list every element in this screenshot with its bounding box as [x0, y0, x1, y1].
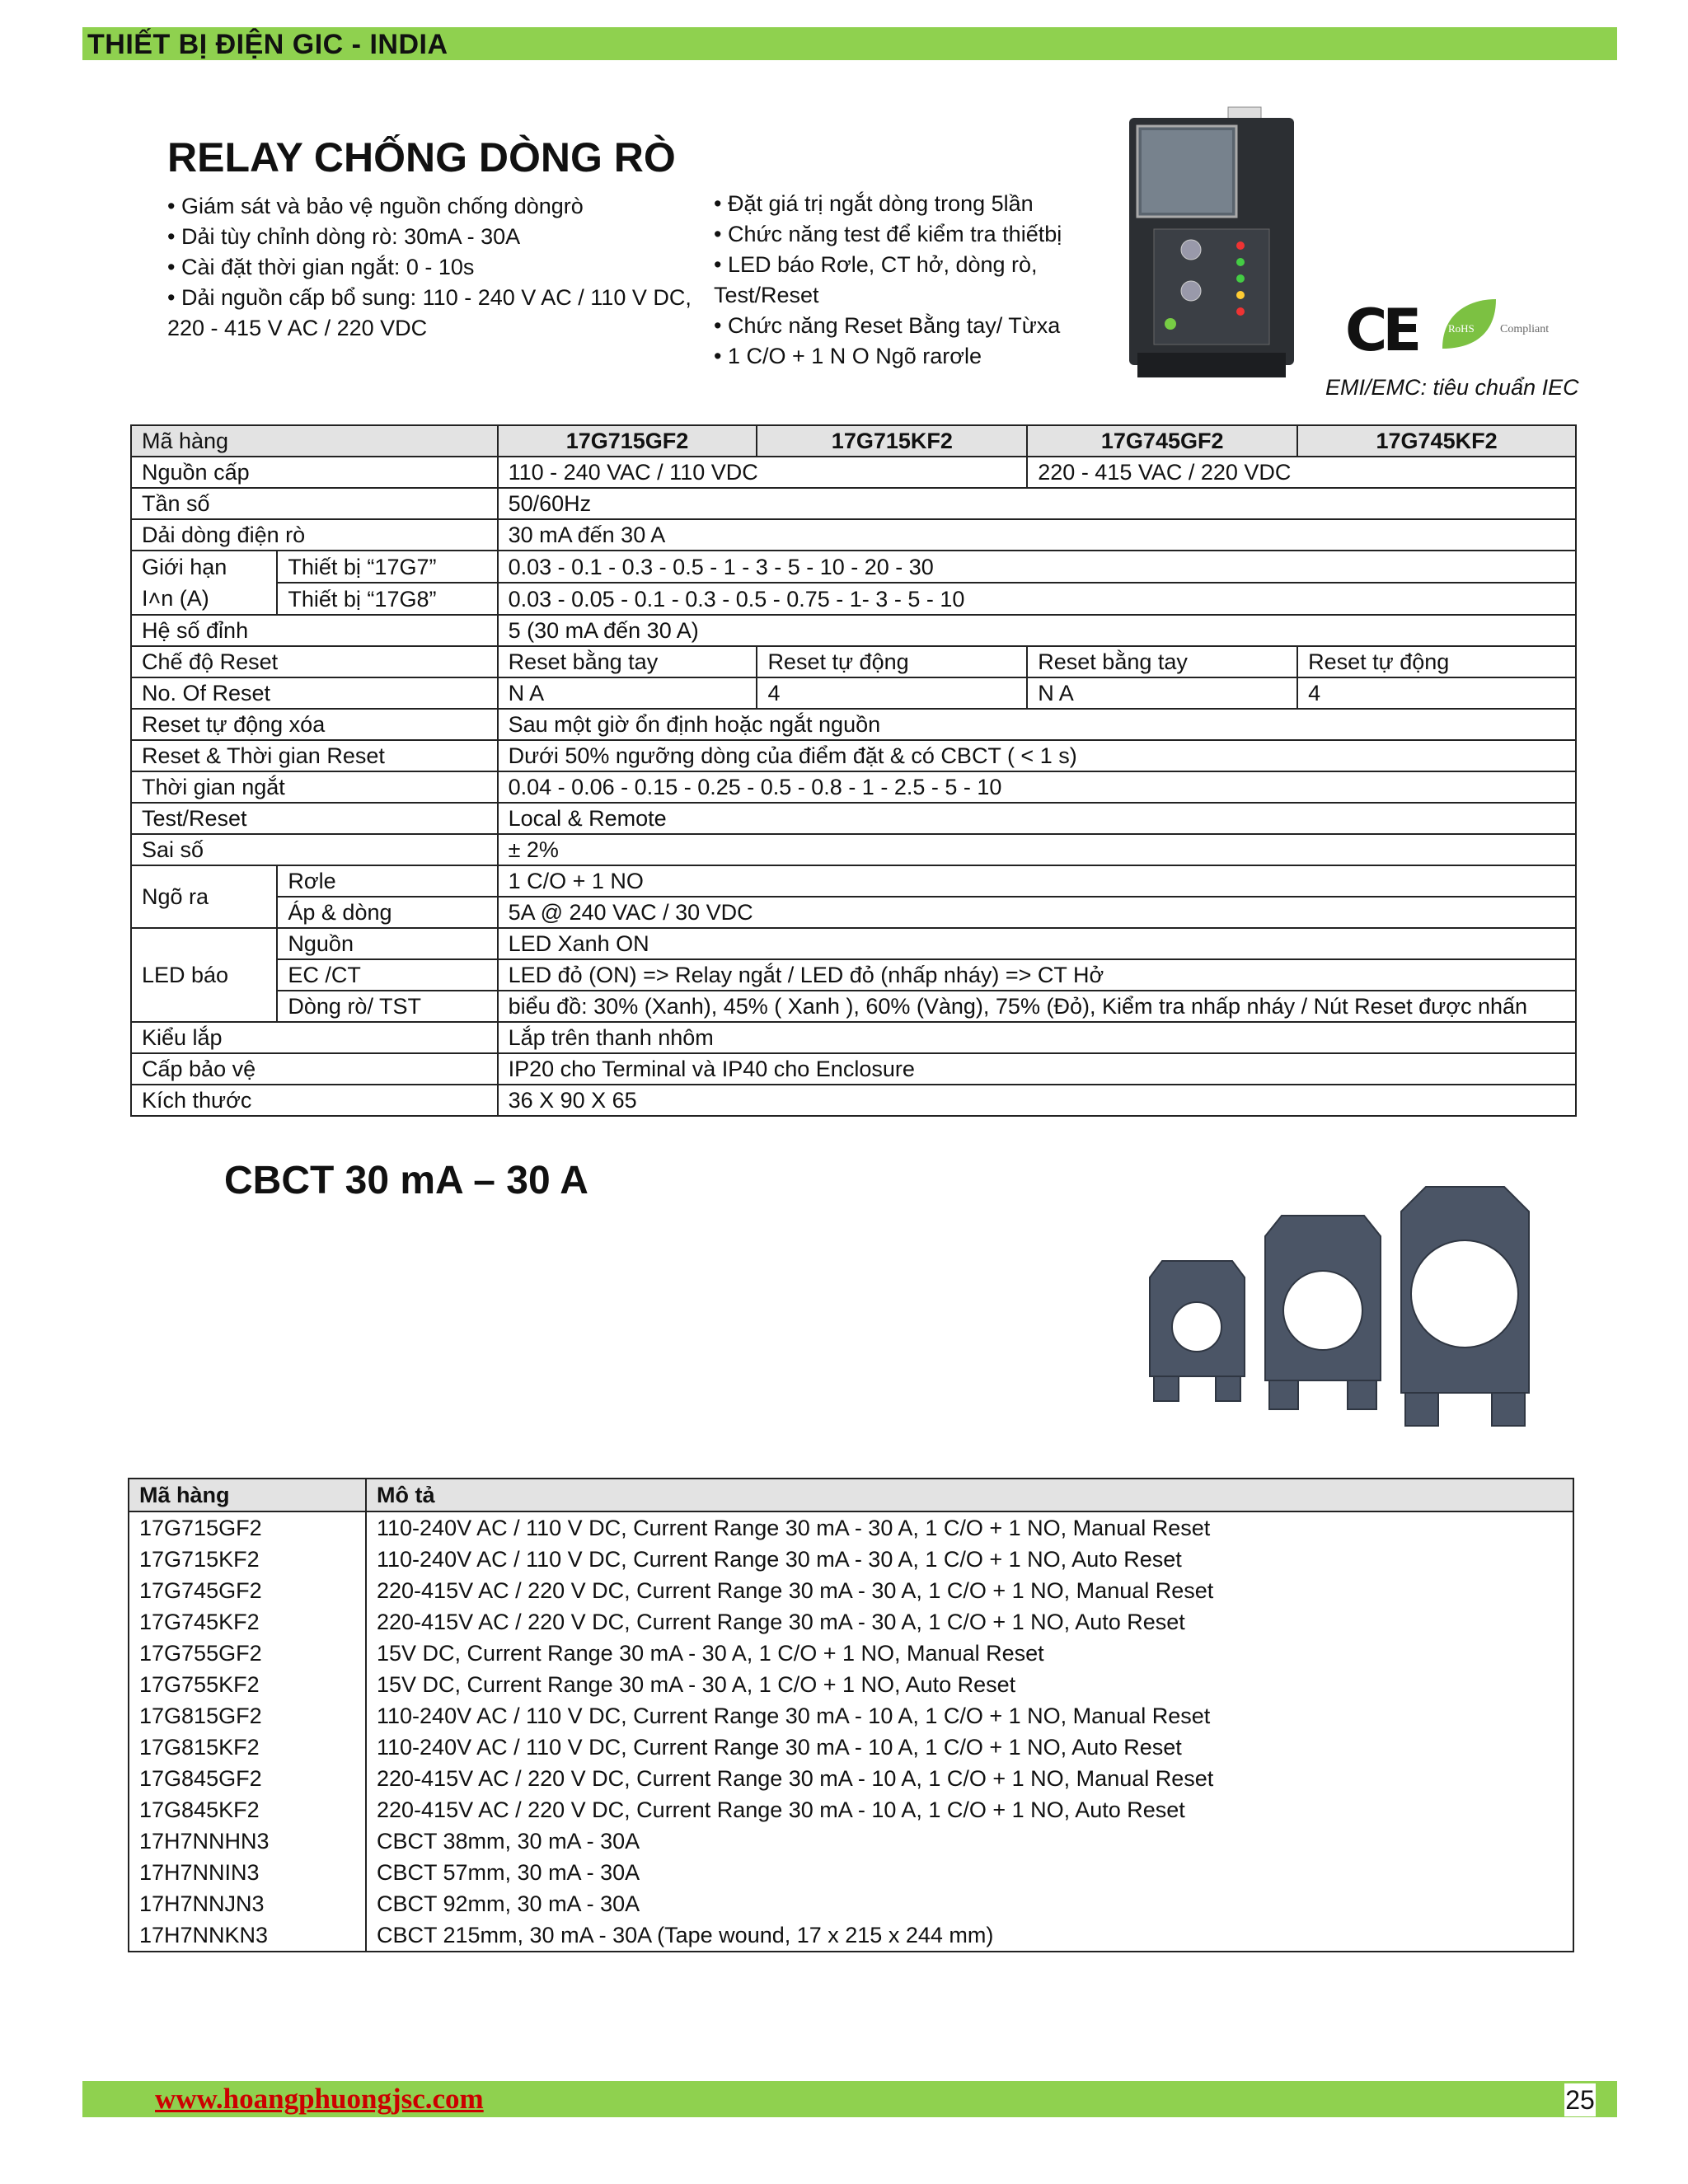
- relay-spec-table: [130, 424, 1577, 1117]
- svg-text:RoHS: RoHS: [1448, 322, 1475, 335]
- header-cell: 17G745GF2: [1027, 425, 1297, 457]
- website-link[interactable]: www.hoangphuongjsc.com: [155, 2083, 484, 2115]
- relay-features-left: [167, 191, 703, 344]
- row-value: 0.03 - 0.05 - 0.1 - 0.3 - 0.5 - 0.75 - 1- 3 - 5 - 10: [498, 583, 1576, 615]
- table-row: [131, 928, 1576, 959]
- row-value: Reset bằng tay: [1027, 646, 1297, 677]
- relay-device-image: [1121, 105, 1306, 386]
- row-label: No. Of Reset: [131, 677, 498, 709]
- table-row: [131, 959, 1576, 991]
- row-sublabel: Áp & dòng: [277, 897, 497, 928]
- table-row: [129, 1888, 1573, 1919]
- table-row: [129, 1638, 1573, 1669]
- row-label: Cấp bảo vệ: [131, 1053, 498, 1085]
- cbct-title: CBCT 30 mA – 30 A: [224, 1159, 588, 1202]
- table-row: [131, 1085, 1576, 1116]
- row-label: Sai số: [131, 834, 498, 865]
- row-value: 5 (30 mA đến 30 A): [498, 615, 1576, 646]
- row-label: Test/Reset: [131, 803, 498, 834]
- description-cell: 110-240V AC / 110 V DC, Current Range 30 mA - 30 A, 1 C/O + 1 NO, Manual Reset: [377, 1516, 1211, 1540]
- table-row: [131, 1022, 1576, 1053]
- table-row: [129, 1794, 1573, 1825]
- description-cell: 110-240V AC / 110 V DC, Current Range 30 mA - 30 A, 1 C/O + 1 NO, Auto Reset: [377, 1547, 1182, 1572]
- table-row: [129, 1857, 1573, 1888]
- code-cell: 17G755GF2: [129, 1638, 366, 1669]
- header-title: THIẾT BỊ ĐIỆN GIC - INDIA: [87, 29, 448, 60]
- description-cell: CBCT 57mm, 30 mA - 30A: [377, 1860, 640, 1885]
- cbct-image: [1142, 1179, 1554, 1459]
- description-cell: 220-415V AC / 220 V DC, Current Range 30 mA - 10 A, 1 C/O + 1 NO, Manual Reset: [377, 1766, 1214, 1791]
- table-row: [129, 1763, 1573, 1794]
- relay-title: RELAY CHỐNG DÒNG RÒ: [167, 134, 676, 180]
- header-cell: 17G715GF2: [498, 425, 757, 457]
- emi-note: EMI/EMC: tiêu chuẩn IEC: [1325, 375, 1579, 400]
- row-label: Reset & Thời gian Reset: [131, 740, 498, 771]
- code-cell: 17G815KF2: [129, 1732, 366, 1763]
- code-cell: 17H7NNKN3: [129, 1919, 366, 1952]
- table-row: [129, 1544, 1573, 1575]
- table-row: [129, 1606, 1573, 1638]
- row-sublabel: EC /CT: [277, 959, 497, 991]
- row-value: LED Xanh ON: [498, 928, 1576, 959]
- row-value: 220 - 415 VAC / 220 VDC: [1027, 457, 1576, 488]
- feature-item: • Dải tùy chỉnh dòng rò: 30mA - 30A: [167, 224, 521, 249]
- description-cell: 15V DC, Current Range 30 mA - 30 A, 1 C/O + 1 NO, Manual Reset: [377, 1641, 1044, 1666]
- row-value: 36 X 90 X 65: [498, 1085, 1576, 1116]
- code-cell: 17G845GF2: [129, 1763, 366, 1794]
- code-cell: 17G745KF2: [129, 1606, 366, 1638]
- description-cell: CBCT 92mm, 30 mA - 30A: [377, 1891, 640, 1916]
- description-cell: 110-240V AC / 110 V DC, Current Range 30 mA - 10 A, 1 C/O + 1 NO, Auto Reset: [377, 1735, 1182, 1760]
- feature-item: • Chức năng test để kiểm tra thiếtbị: [714, 222, 1062, 246]
- row-value: 5A @ 240 VAC / 30 VDC: [498, 897, 1576, 928]
- row-label: Kiểu lắp: [131, 1022, 498, 1053]
- table-row: [131, 457, 1576, 488]
- row-value: biểu đồ: 30% (Xanh), 45% ( Xanh ), 60% (Vàng), 75% (Đỏ), Kiểm tra nhấp nháy / Nút Reset được nhấn: [498, 991, 1576, 1022]
- table-row: [131, 583, 1576, 615]
- row-value: 0.03 - 0.1 - 0.3 - 0.5 - 1 - 3 - 5 - 10 - 20 - 30: [498, 551, 1576, 583]
- row-value: Reset tự động: [757, 646, 1027, 677]
- table-row: [131, 897, 1576, 928]
- row-value: 1 C/O + 1 NO: [498, 865, 1576, 897]
- table-row: [131, 803, 1576, 834]
- feature-item: • Dải nguồn cấp bổ sung: 110 - 240 V AC / 110 V DC, 220 - 415 V AC / 220 VDC: [167, 285, 692, 340]
- description-cell: 220-415V AC / 220 V DC, Current Range 30 mA - 10 A, 1 C/O + 1 NO, Auto Reset: [377, 1797, 1185, 1822]
- table-row: [129, 1669, 1573, 1700]
- row-value: 50/60Hz: [498, 488, 1576, 519]
- row-sublabel: Dòng rò/ TST: [277, 991, 497, 1022]
- description-cell: 220-415V AC / 220 V DC, Current Range 30 mA - 30 A, 1 C/O + 1 NO, Auto Reset: [377, 1610, 1185, 1634]
- code-cell: 17G715GF2: [129, 1511, 366, 1544]
- code-cell: 17G815GF2: [129, 1700, 366, 1732]
- row-sublabel: Nguồn: [277, 928, 497, 959]
- code-cell: 17H7NNHN3: [129, 1825, 366, 1857]
- header-cell: Mã hàng: [129, 1479, 366, 1511]
- row-value: Reset tự động: [1297, 646, 1576, 677]
- header-cell: 17G715KF2: [757, 425, 1027, 457]
- table-row: [131, 834, 1576, 865]
- rohs-logo: [1438, 295, 1570, 353]
- row-label: LED báo: [131, 928, 277, 1022]
- feature-item: • 1 C/O + 1 N O Ngõ rarơle: [714, 344, 982, 368]
- table-row: [129, 1919, 1573, 1952]
- table-row: [131, 1053, 1576, 1085]
- feature-item: • LED báo Rơle, CT hở, dòng rò, Test/Reset: [714, 252, 1038, 307]
- row-sublabel: Thiết bị “17G8”: [277, 583, 497, 615]
- description-cell: 110-240V AC / 110 V DC, Current Range 30 mA - 10 A, 1 C/O + 1 NO, Manual Reset: [377, 1704, 1211, 1728]
- header-cell: 17G745KF2: [1297, 425, 1576, 457]
- table-row: [131, 488, 1576, 519]
- row-value: N A: [1027, 677, 1297, 709]
- order-code-table: [128, 1478, 1574, 1952]
- feature-item: • Giám sát và bảo vệ nguồn chống dòngrò: [167, 194, 584, 218]
- table-header-row: [131, 425, 1576, 457]
- row-value: IP20 cho Terminal và IP40 cho Enclosure: [498, 1053, 1576, 1085]
- table-row: [131, 865, 1576, 897]
- row-value: Local & Remote: [498, 803, 1576, 834]
- row-label: Hệ số đỉnh: [131, 615, 498, 646]
- table-row: [131, 709, 1576, 740]
- row-label: Dải dòng điện rò: [131, 519, 498, 551]
- row-label: Tần số: [131, 488, 498, 519]
- table-row: [131, 551, 1576, 583]
- svg-text:Compliant: Compliant: [1500, 323, 1550, 335]
- row-value: N A: [498, 677, 757, 709]
- table-row: [131, 991, 1576, 1022]
- row-value: 0.04 - 0.06 - 0.15 - 0.25 - 0.5 - 0.8 - 1 - 2.5 - 5 - 10: [498, 771, 1576, 803]
- description-cell: 220-415V AC / 220 V DC, Current Range 30 mA - 30 A, 1 C/O + 1 NO, Manual Reset: [377, 1578, 1214, 1603]
- header-bar: [82, 27, 1617, 60]
- row-value: 30 mA đến 30 A: [498, 519, 1576, 551]
- row-value: 4: [1297, 677, 1576, 709]
- row-value: Dưới 50% ngưỡng dòng của điểm đặt & có CBCT ( < 1 s): [498, 740, 1576, 771]
- table-row: [131, 740, 1576, 771]
- description-cell: CBCT 215mm, 30 mA - 30A (Tape wound, 17 x 215 x 244 mm): [377, 1923, 994, 1947]
- ce-mark: CE: [1345, 297, 1418, 364]
- relay-features-right: [714, 189, 1093, 372]
- row-label: Ngõ ra: [131, 865, 277, 928]
- table-row: [129, 1511, 1573, 1544]
- row-label: Reset tự động xóa: [131, 709, 498, 740]
- code-cell: 17H7NNJN3: [129, 1888, 366, 1919]
- code-cell: 17G745GF2: [129, 1575, 366, 1606]
- row-value: Sau một giờ ổn định hoặc ngắt nguồn: [498, 709, 1576, 740]
- row-label: Kích thước: [131, 1085, 498, 1116]
- feature-item: • Đặt giá trị ngắt dòng trong 5lần: [714, 191, 1034, 216]
- code-cell: 17G755KF2: [129, 1669, 366, 1700]
- table-row: [131, 646, 1576, 677]
- row-label: Giới hạn I˄n (A): [131, 551, 277, 615]
- row-sublabel: Thiết bị “17G7”: [277, 551, 497, 583]
- row-value: ± 2%: [498, 834, 1576, 865]
- feature-item: • Chức năng Reset Bằng tay/ Từxa: [714, 313, 1061, 338]
- row-value: Lắp trên thanh nhôm: [498, 1022, 1576, 1053]
- row-sublabel: Rơle: [277, 865, 497, 897]
- table-row: [131, 519, 1576, 551]
- description-cell: CBCT 38mm, 30 mA - 30A: [377, 1829, 640, 1854]
- table-header-row: [129, 1479, 1573, 1511]
- table-row: [131, 615, 1576, 646]
- table-row: [129, 1825, 1573, 1857]
- table-row: [129, 1700, 1573, 1732]
- code-cell: 17G845KF2: [129, 1794, 366, 1825]
- feature-item: • Cài đặt thời gian ngắt: 0 - 10s: [167, 255, 475, 279]
- row-label: Nguồn cấp: [131, 457, 498, 488]
- table-row: [131, 771, 1576, 803]
- table-row: [131, 677, 1576, 709]
- header-cell: Mã hàng: [131, 425, 498, 457]
- row-value: LED đỏ (ON) => Relay ngắt / LED đỏ (nhấp nháy) => CT Hở: [498, 959, 1576, 991]
- code-cell: 17H7NNIN3: [129, 1857, 366, 1888]
- description-cell: 15V DC, Current Range 30 mA - 30 A, 1 C/O + 1 NO, Auto Reset: [377, 1672, 1016, 1697]
- row-value: 4: [757, 677, 1027, 709]
- row-value: 110 - 240 VAC / 110 VDC: [498, 457, 1028, 488]
- row-label: Thời gian ngắt: [131, 771, 498, 803]
- table-row: [129, 1732, 1573, 1763]
- header-cell: Mô tả: [366, 1479, 1573, 1511]
- code-cell: 17G715KF2: [129, 1544, 366, 1575]
- table-row: [129, 1575, 1573, 1606]
- row-label: Chế độ Reset: [131, 646, 498, 677]
- page-number: 25: [1565, 2085, 1595, 2115]
- row-value: Reset bằng tay: [498, 646, 757, 677]
